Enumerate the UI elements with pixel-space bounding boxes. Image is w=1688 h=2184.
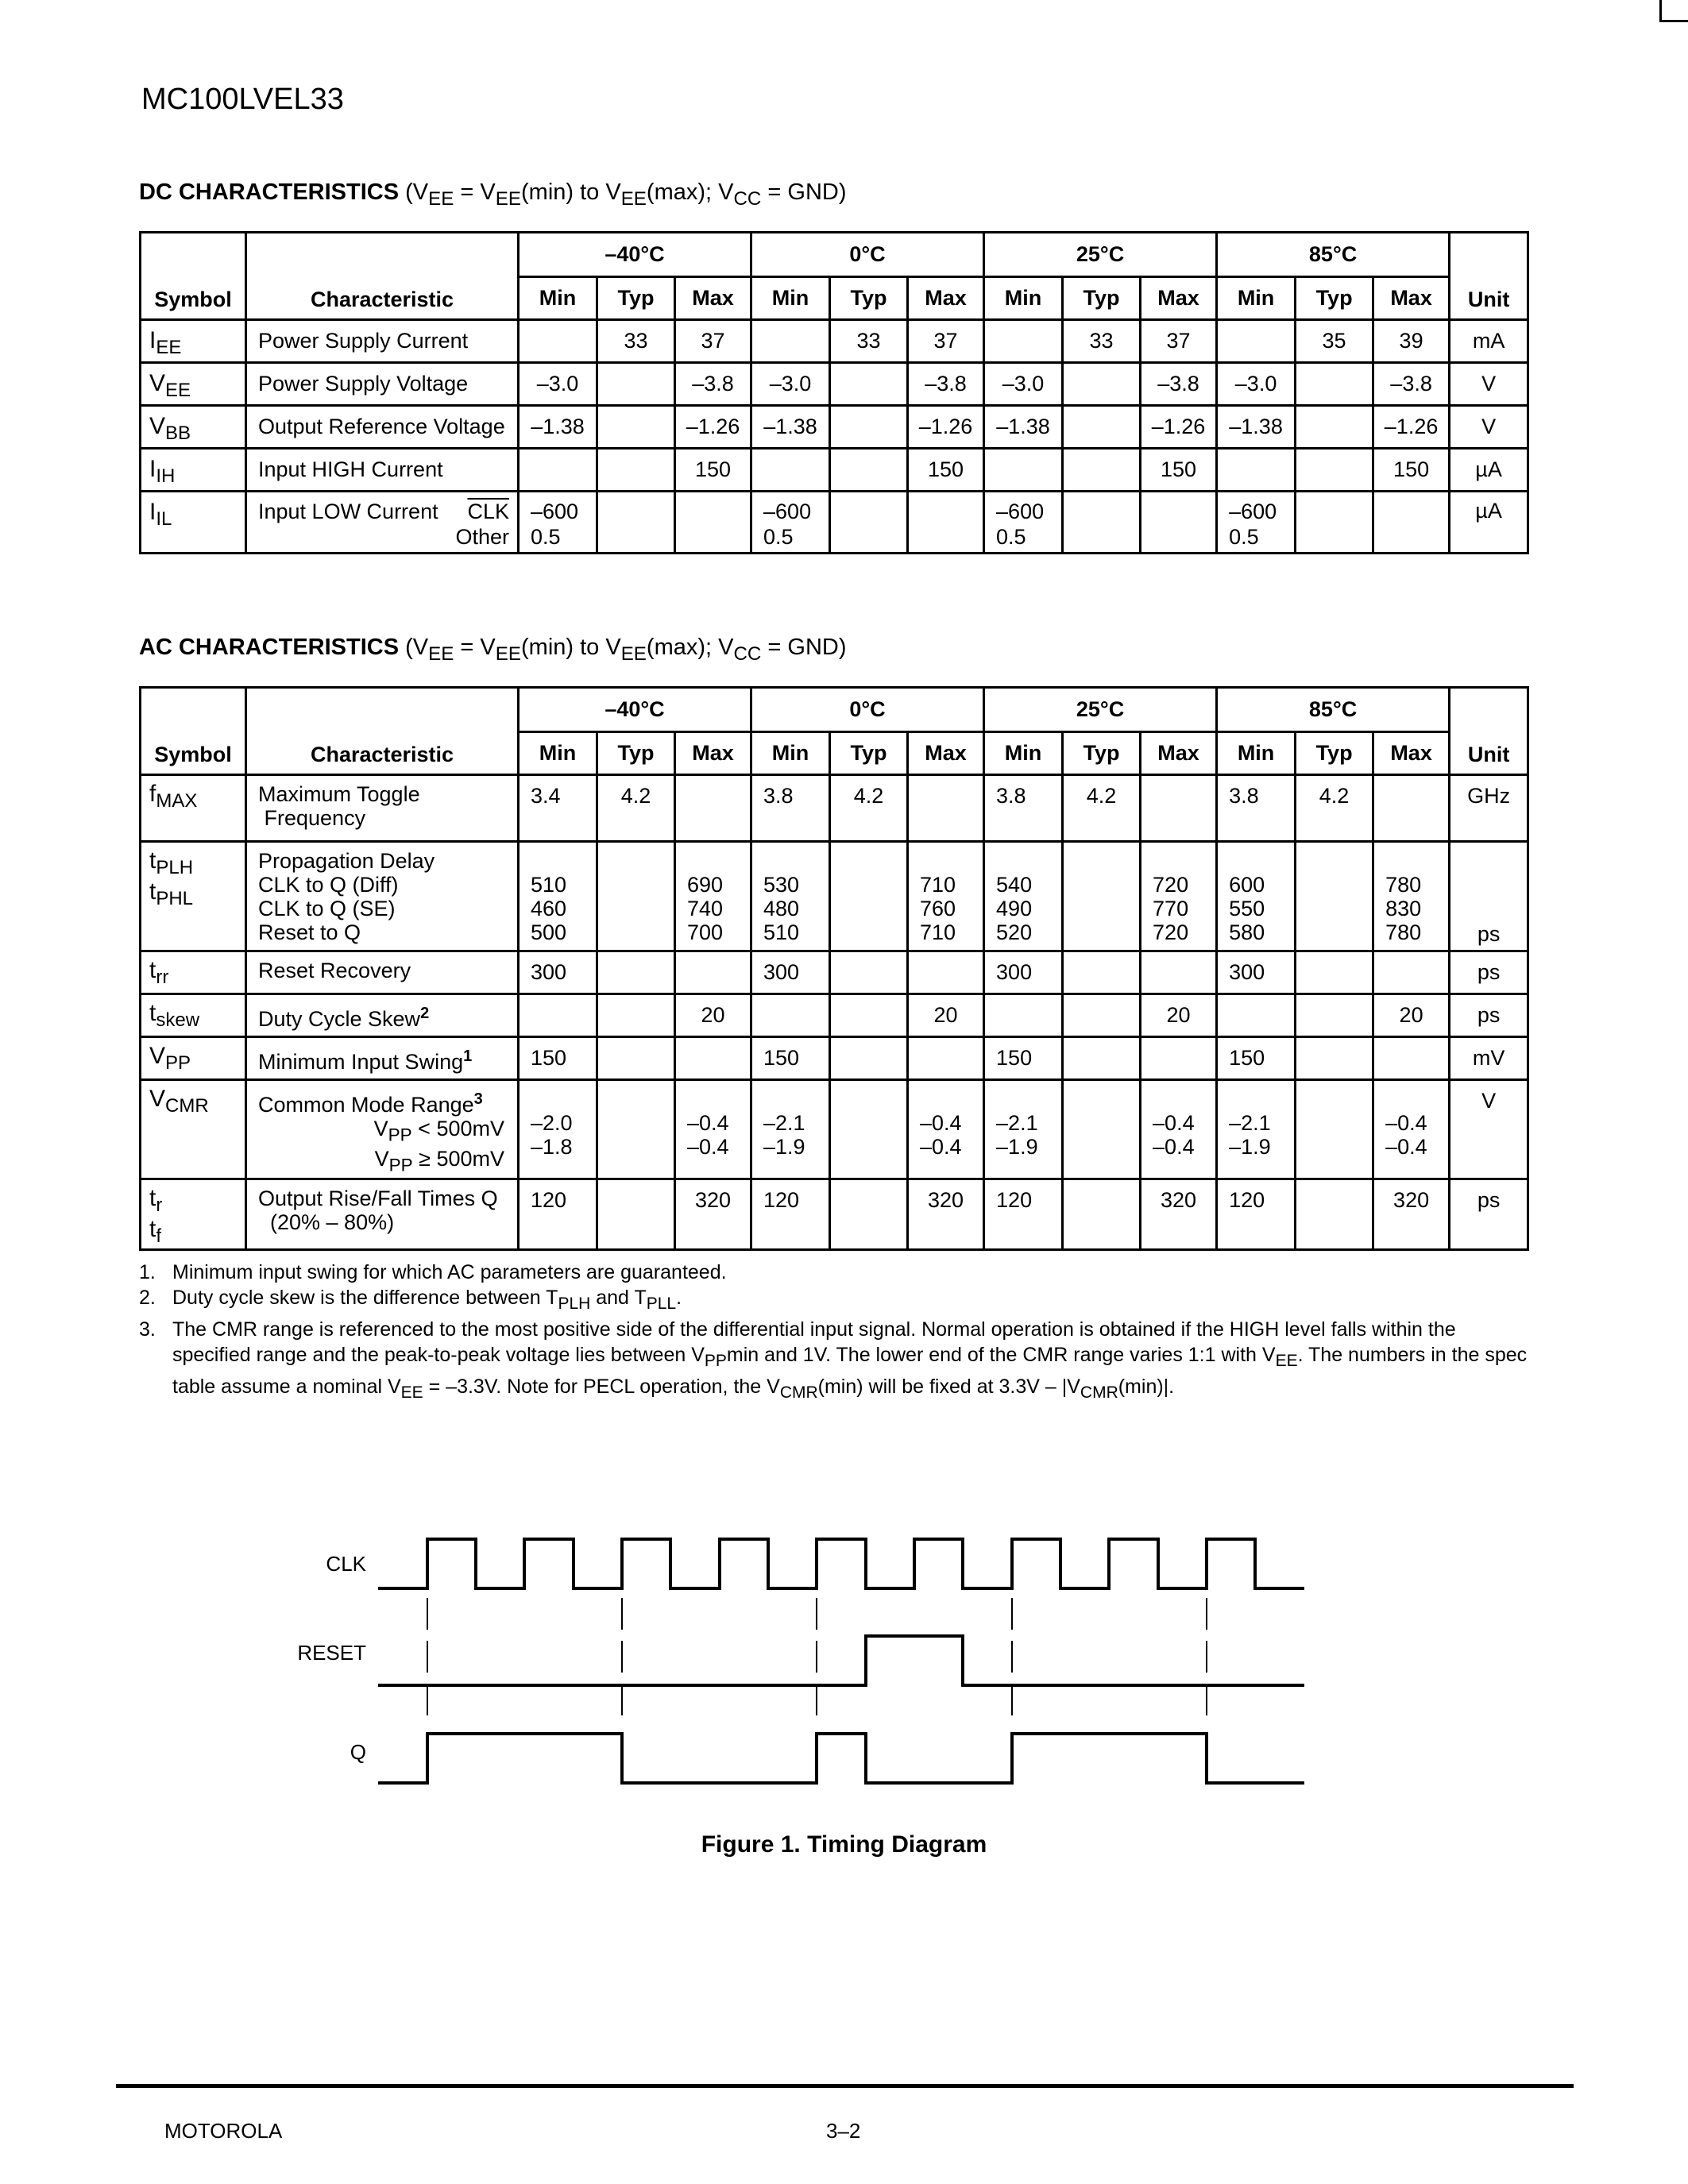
table-row <box>141 1080 1528 1179</box>
value-cell <box>519 449 597 492</box>
characteristic-cell: Output Reference Voltage <box>246 406 519 449</box>
value-cell: –0.4 –0.4 <box>908 1080 984 1179</box>
value-cell <box>675 1037 751 1080</box>
value-cell <box>830 1179 908 1249</box>
value-cell: 20 <box>908 994 984 1037</box>
value-cell <box>1063 1037 1141 1080</box>
value-cell: –1.26 <box>1373 406 1450 449</box>
dc-temp-2: 25°C <box>984 233 1217 277</box>
value-cell: 530 480 510 <box>751 842 830 951</box>
ac-subcol-min: Min <box>751 732 830 775</box>
value-cell: –1.38 <box>984 406 1063 449</box>
dc-col-unit: Unit <box>1450 233 1528 320</box>
footer-rule <box>116 2084 1574 2088</box>
value-cell <box>830 492 908 554</box>
value-cell: 120 <box>519 1179 597 1249</box>
value-cell: 150 <box>1141 449 1217 492</box>
value-cell: 4.2 <box>1063 775 1141 842</box>
q-signal-label: Q <box>350 1740 366 1764</box>
value-cell <box>597 1080 675 1179</box>
value-cell <box>675 775 751 842</box>
value-cell <box>1063 842 1141 951</box>
value-cell: 3.8 <box>984 775 1063 842</box>
value-cell <box>597 406 675 449</box>
value-cell <box>830 363 908 406</box>
unit-cell: V <box>1450 1080 1528 1179</box>
value-cell <box>1217 449 1296 492</box>
value-cell <box>597 951 675 994</box>
value-cell: 33 <box>830 320 908 363</box>
value-cell: 540 490 520 <box>984 842 1063 951</box>
page-number: 3–2 <box>826 2119 861 2143</box>
unit-cell: GHz <box>1450 775 1528 842</box>
dc-subcol-typ: Typ <box>830 277 908 320</box>
value-cell: –3.8 <box>1141 363 1217 406</box>
value-cell <box>1296 842 1373 951</box>
value-cell <box>1217 320 1296 363</box>
table-row <box>141 775 1528 842</box>
dc-title-conditions: ($V_{EE} = V_{EE}(\min)$ to $V_{EE}(\max)$; $V_{CC} = GND$) <box>405 179 847 210</box>
value-cell: –3.0 <box>751 363 830 406</box>
value-cell <box>519 994 597 1037</box>
ac-subcol-max: Max <box>1141 732 1217 775</box>
value-cell <box>675 951 751 994</box>
symbol-cell: $t_r$ $t_f$ <box>141 1179 246 1249</box>
characteristic-cell: Maximum Toggle Frequency <box>246 775 519 842</box>
value-cell: –1.26 <box>1141 406 1217 449</box>
unit-cell: µA <box>1450 449 1528 492</box>
value-cell <box>597 449 675 492</box>
value-cell <box>1373 1037 1450 1080</box>
value-cell <box>830 406 908 449</box>
ac-subcol-max: Max <box>1373 732 1450 775</box>
characteristic-cell: Duty Cycle Skew$^2$ <box>246 994 519 1037</box>
ac-subcol-typ: Typ <box>1063 732 1141 775</box>
value-cell <box>1063 449 1141 492</box>
value-cell: –3.8 <box>908 363 984 406</box>
crop-mark <box>1659 0 1688 22</box>
value-cell <box>1373 951 1450 994</box>
ac-subcol-min: Min <box>1217 732 1296 775</box>
value-cell: 20 <box>1141 994 1217 1037</box>
reset-signal-label: RESET <box>297 1641 366 1665</box>
symbol-cell: $V_{EE}$ <box>141 363 246 406</box>
unit-cell: mV <box>1450 1037 1528 1080</box>
value-cell <box>597 994 675 1037</box>
value-cell: –1.38 <box>1217 406 1296 449</box>
symbol-cell: $f_{MAX}$ <box>141 775 246 842</box>
value-cell <box>830 1080 908 1179</box>
ac-subcol-min: Min <box>984 732 1063 775</box>
value-cell: 3.8 <box>751 775 830 842</box>
value-cell: 150 <box>908 449 984 492</box>
timing-diagram <box>0 1509 1688 1827</box>
ac-subcol-max: Max <box>675 732 751 775</box>
symbol-cell: $V_{BB}$ <box>141 406 246 449</box>
value-cell: –2.1 –1.9 <box>984 1080 1063 1179</box>
table-row <box>141 994 1528 1037</box>
value-cell: 710 760 710 <box>908 842 984 951</box>
value-cell: –600 0.5 <box>1217 492 1296 554</box>
characteristic-cell: Output Rise/Fall Times Q (20% – 80%) <box>246 1179 519 1249</box>
value-cell: –2.0 –1.8 <box>519 1080 597 1179</box>
value-cell <box>908 951 984 994</box>
clk-waveform <box>378 1539 1304 1588</box>
value-cell <box>597 842 675 951</box>
value-cell: 4.2 <box>830 775 908 842</box>
value-cell: –0.4 –0.4 <box>1141 1080 1217 1179</box>
symbol-cell: $V_{CMR}$ <box>141 1080 246 1179</box>
value-cell: 720 770 720 <box>1141 842 1217 951</box>
footnote: 3. The CMR range is referenced to the most positive side of the differential input signal. Normal operation is obtained if the HIGH level falls within the specified range and the peak-to-peak voltage lies between $V_{PP}\min$ and 1V. The lower end of the CMR range varies 1:1 with $V_{EE}$. The numbers in the spec table assume a nominal $V_{EE} = -3.3V$. Note for PECL operation, the $V_{CMR}(\min)$ will be fixed at $3.3V - |V_{CMR}(\min)|$. <box>139 1318 1528 1402</box>
table-row <box>141 1037 1528 1080</box>
value-cell <box>908 492 984 554</box>
dc-subcol-max: Max <box>908 277 984 320</box>
unit-cell: V <box>1450 363 1528 406</box>
dc-subcol-max: Max <box>675 277 751 320</box>
dc-subcol-typ: Typ <box>1063 277 1141 320</box>
value-cell <box>751 994 830 1037</box>
unit-cell: µA <box>1450 492 1528 554</box>
unit-cell: ps <box>1450 994 1528 1037</box>
table-row <box>141 492 1528 554</box>
value-cell <box>1296 1037 1373 1080</box>
value-cell <box>1141 775 1217 842</box>
value-cell <box>1063 406 1141 449</box>
timing-reference-lines <box>427 1598 1207 1725</box>
value-cell: 3.4 <box>519 775 597 842</box>
value-cell: –600 0.5 <box>751 492 830 554</box>
symbol-cell: $V_{PP}$ <box>141 1037 246 1080</box>
value-cell: 3.8 <box>1217 775 1296 842</box>
clk-signal-label: CLK <box>326 1552 366 1576</box>
value-cell: 20 <box>675 994 751 1037</box>
characteristic-cell: Input LOW Current $\overline{CLK}$ Other <box>246 492 519 554</box>
characteristic-cell: Propagation Delay CLK to Q (Diff) CLK to Q (SE) Reset to Q <box>246 842 519 951</box>
value-cell: –1.26 <box>908 406 984 449</box>
dc-subcol-min: Min <box>751 277 830 320</box>
value-cell <box>1296 994 1373 1037</box>
value-cell: 320 <box>908 1179 984 1249</box>
characteristic-cell: Reset Recovery <box>246 951 519 994</box>
value-cell: 300 <box>1217 951 1296 994</box>
value-cell <box>1141 492 1217 554</box>
value-cell <box>1063 1179 1141 1249</box>
dc-subcol-typ: Typ <box>1296 277 1373 320</box>
ac-col-symbol: Symbol <box>141 688 246 775</box>
value-cell: 37 <box>1141 320 1217 363</box>
value-cell: 33 <box>1063 320 1141 363</box>
value-cell: 150 <box>751 1037 830 1080</box>
dc-temp-1: 0°C <box>751 233 984 277</box>
symbol-cell: $t_{PLH}$ $t_{PHL}$ <box>141 842 246 951</box>
unit-cell: V <box>1450 406 1528 449</box>
value-cell <box>1373 492 1450 554</box>
value-cell: 37 <box>908 320 984 363</box>
ac-subcol-typ: Typ <box>597 732 675 775</box>
unit-cell: ps <box>1450 1179 1528 1249</box>
value-cell: –600 0.5 <box>519 492 597 554</box>
value-cell: 150 <box>675 449 751 492</box>
value-cell: 320 <box>675 1179 751 1249</box>
value-cell <box>1063 951 1141 994</box>
footnote: 1. Minimum input swing for which AC parameters are guaranteed. <box>139 1261 727 1283</box>
ac-subcol-max: Max <box>908 732 984 775</box>
characteristic-cell: Input HIGH Current <box>246 449 519 492</box>
value-cell: 780 830 780 <box>1373 842 1450 951</box>
value-cell <box>1296 951 1373 994</box>
value-cell: –3.0 <box>1217 363 1296 406</box>
dc-subcol-max: Max <box>1373 277 1450 320</box>
value-cell: 4.2 <box>1296 775 1373 842</box>
value-cell <box>984 994 1063 1037</box>
value-cell <box>908 1037 984 1080</box>
table-row <box>141 951 1528 994</box>
value-cell: 300 <box>984 951 1063 994</box>
characteristic-cell: Power Supply Current <box>246 320 519 363</box>
value-cell: 120 <box>751 1179 830 1249</box>
footnotes <box>139 1260 1529 1406</box>
dc-subcol-typ: Typ <box>597 277 675 320</box>
symbol-cell: $I_{EE}$ <box>141 320 246 363</box>
ac-characteristics-table <box>139 686 1529 1251</box>
value-cell <box>1217 994 1296 1037</box>
value-cell: 120 <box>984 1179 1063 1249</box>
dc-subcol-min: Min <box>519 277 597 320</box>
value-cell: 150 <box>984 1037 1063 1080</box>
value-cell <box>1296 1179 1373 1249</box>
value-cell <box>597 363 675 406</box>
symbol-cell: $t_{rr}$ <box>141 951 246 994</box>
dc-subcol-max: Max <box>1141 277 1217 320</box>
value-cell: –2.1 –1.9 <box>751 1080 830 1179</box>
value-cell: –3.0 <box>519 363 597 406</box>
table-row <box>141 320 1528 363</box>
table-row <box>141 842 1528 951</box>
value-cell <box>751 320 830 363</box>
value-cell: 4.2 <box>597 775 675 842</box>
value-cell: –0.4 –0.4 <box>1373 1080 1450 1179</box>
value-cell: 150 <box>1217 1037 1296 1080</box>
dc-subcol-min: Min <box>1217 277 1296 320</box>
value-cell: 33 <box>597 320 675 363</box>
value-cell: 150 <box>1373 449 1450 492</box>
value-cell <box>830 994 908 1037</box>
dc-characteristics-table <box>139 231 1529 554</box>
ac-temp-0: –40°C <box>519 688 751 732</box>
table-row <box>141 363 1528 406</box>
dc-col-symbol: Symbol <box>141 233 246 320</box>
value-cell <box>1296 492 1373 554</box>
ac-temp-3: 85°C <box>1217 688 1450 732</box>
value-cell: –2.1 –1.9 <box>1217 1080 1296 1179</box>
value-cell <box>597 1037 675 1080</box>
footer-brand: MOTOROLA <box>164 2119 283 2143</box>
ac-subcol-min: Min <box>519 732 597 775</box>
value-cell <box>830 449 908 492</box>
ac-temp-1: 0°C <box>751 688 984 732</box>
value-cell: 120 <box>1217 1179 1296 1249</box>
value-cell <box>597 1179 675 1249</box>
value-cell: –600 0.5 <box>984 492 1063 554</box>
value-cell: 510 460 500 <box>519 842 597 951</box>
value-cell: 37 <box>675 320 751 363</box>
value-cell <box>1063 1080 1141 1179</box>
unit-cell: ps <box>1450 951 1528 994</box>
value-cell: 300 <box>519 951 597 994</box>
value-cell: 320 <box>1141 1179 1217 1249</box>
value-cell <box>675 492 751 554</box>
dc-temp-0: –40°C <box>519 233 751 277</box>
value-cell <box>1296 363 1373 406</box>
value-cell: –1.38 <box>519 406 597 449</box>
value-cell <box>1373 775 1450 842</box>
table-row <box>141 1179 1528 1249</box>
value-cell: 35 <box>1296 320 1373 363</box>
value-cell: 39 <box>1373 320 1450 363</box>
unit-cell: mA <box>1450 320 1528 363</box>
symbol-cell: $t_{skew}$ <box>141 994 246 1037</box>
figure-caption: Figure 1. Timing Diagram <box>701 1831 987 1858</box>
dc-col-characteristic: Characteristic <box>246 233 519 320</box>
part-number: MC100LVEL33 <box>141 83 344 116</box>
value-cell: 300 <box>751 951 830 994</box>
ac-table-title: AC CHARACTERISTICS ($V_{EE} = V_{EE}(\min)$ to $V_{EE}(\max)$; $V_{CC} = GND$) <box>139 635 847 665</box>
value-cell <box>984 449 1063 492</box>
symbol-cell: $I_{IH}$ <box>141 449 246 492</box>
ac-subcol-typ: Typ <box>830 732 908 775</box>
reset-waveform <box>378 1636 1304 1685</box>
value-cell <box>1141 951 1217 994</box>
characteristic-cell: Power Supply Voltage <box>246 363 519 406</box>
value-cell: 150 <box>519 1037 597 1080</box>
value-cell: –3.8 <box>675 363 751 406</box>
value-cell <box>830 1037 908 1080</box>
value-cell <box>1296 406 1373 449</box>
value-cell <box>1063 363 1141 406</box>
value-cell <box>1296 1080 1373 1179</box>
q-waveform <box>378 1734 1304 1783</box>
ac-subcol-typ: Typ <box>1296 732 1373 775</box>
dc-temp-3: 85°C <box>1217 233 1450 277</box>
value-cell: –3.0 <box>984 363 1063 406</box>
dc-subcol-min: Min <box>984 277 1063 320</box>
dc-table-title: DC CHARACTERISTICS ($V_{EE} = V_{EE}(\min)$ to $V_{EE}(\max)$; $V_{CC} = GND$) <box>139 179 847 210</box>
value-cell: –1.26 <box>675 406 751 449</box>
value-cell <box>1296 449 1373 492</box>
ac-temp-2: 25°C <box>984 688 1217 732</box>
value-cell <box>984 320 1063 363</box>
value-cell <box>597 492 675 554</box>
value-cell <box>1063 994 1141 1037</box>
value-cell <box>1141 1037 1217 1080</box>
value-cell: –3.8 <box>1373 363 1450 406</box>
value-cell: 320 <box>1373 1179 1450 1249</box>
value-cell: 20 <box>1373 994 1450 1037</box>
ac-col-characteristic: Characteristic <box>246 688 519 775</box>
value-cell <box>519 320 597 363</box>
characteristic-cell: Common Mode Range$^3$ $V_{PP} < 500mV$ $V_{PP} \ge 500mV$ <box>246 1080 519 1179</box>
value-cell <box>830 842 908 951</box>
symbol-cell: $I_{IL}$ <box>141 492 246 554</box>
ac-col-unit: Unit <box>1450 688 1528 775</box>
footnote: 2. Duty cycle skew is the difference between $T_{PLH}$ and $T_{PLL}$. <box>139 1287 682 1313</box>
characteristic-cell: Minimum Input Swing$^1$ <box>246 1037 519 1080</box>
value-cell: 690 740 700 <box>675 842 751 951</box>
value-cell <box>908 775 984 842</box>
ac-title-conditions: ($V_{EE} = V_{EE}(\min)$ to $V_{EE}(\max)$; $V_{CC} = GND$) <box>405 635 847 665</box>
table-row <box>141 449 1528 492</box>
value-cell: 600 550 580 <box>1217 842 1296 951</box>
value-cell <box>1063 492 1141 554</box>
table-row <box>141 406 1528 449</box>
value-cell <box>830 951 908 994</box>
unit-cell: ps <box>1450 842 1528 951</box>
value-cell <box>751 449 830 492</box>
value-cell: –0.4 –0.4 <box>675 1080 751 1179</box>
value-cell: –1.38 <box>751 406 830 449</box>
